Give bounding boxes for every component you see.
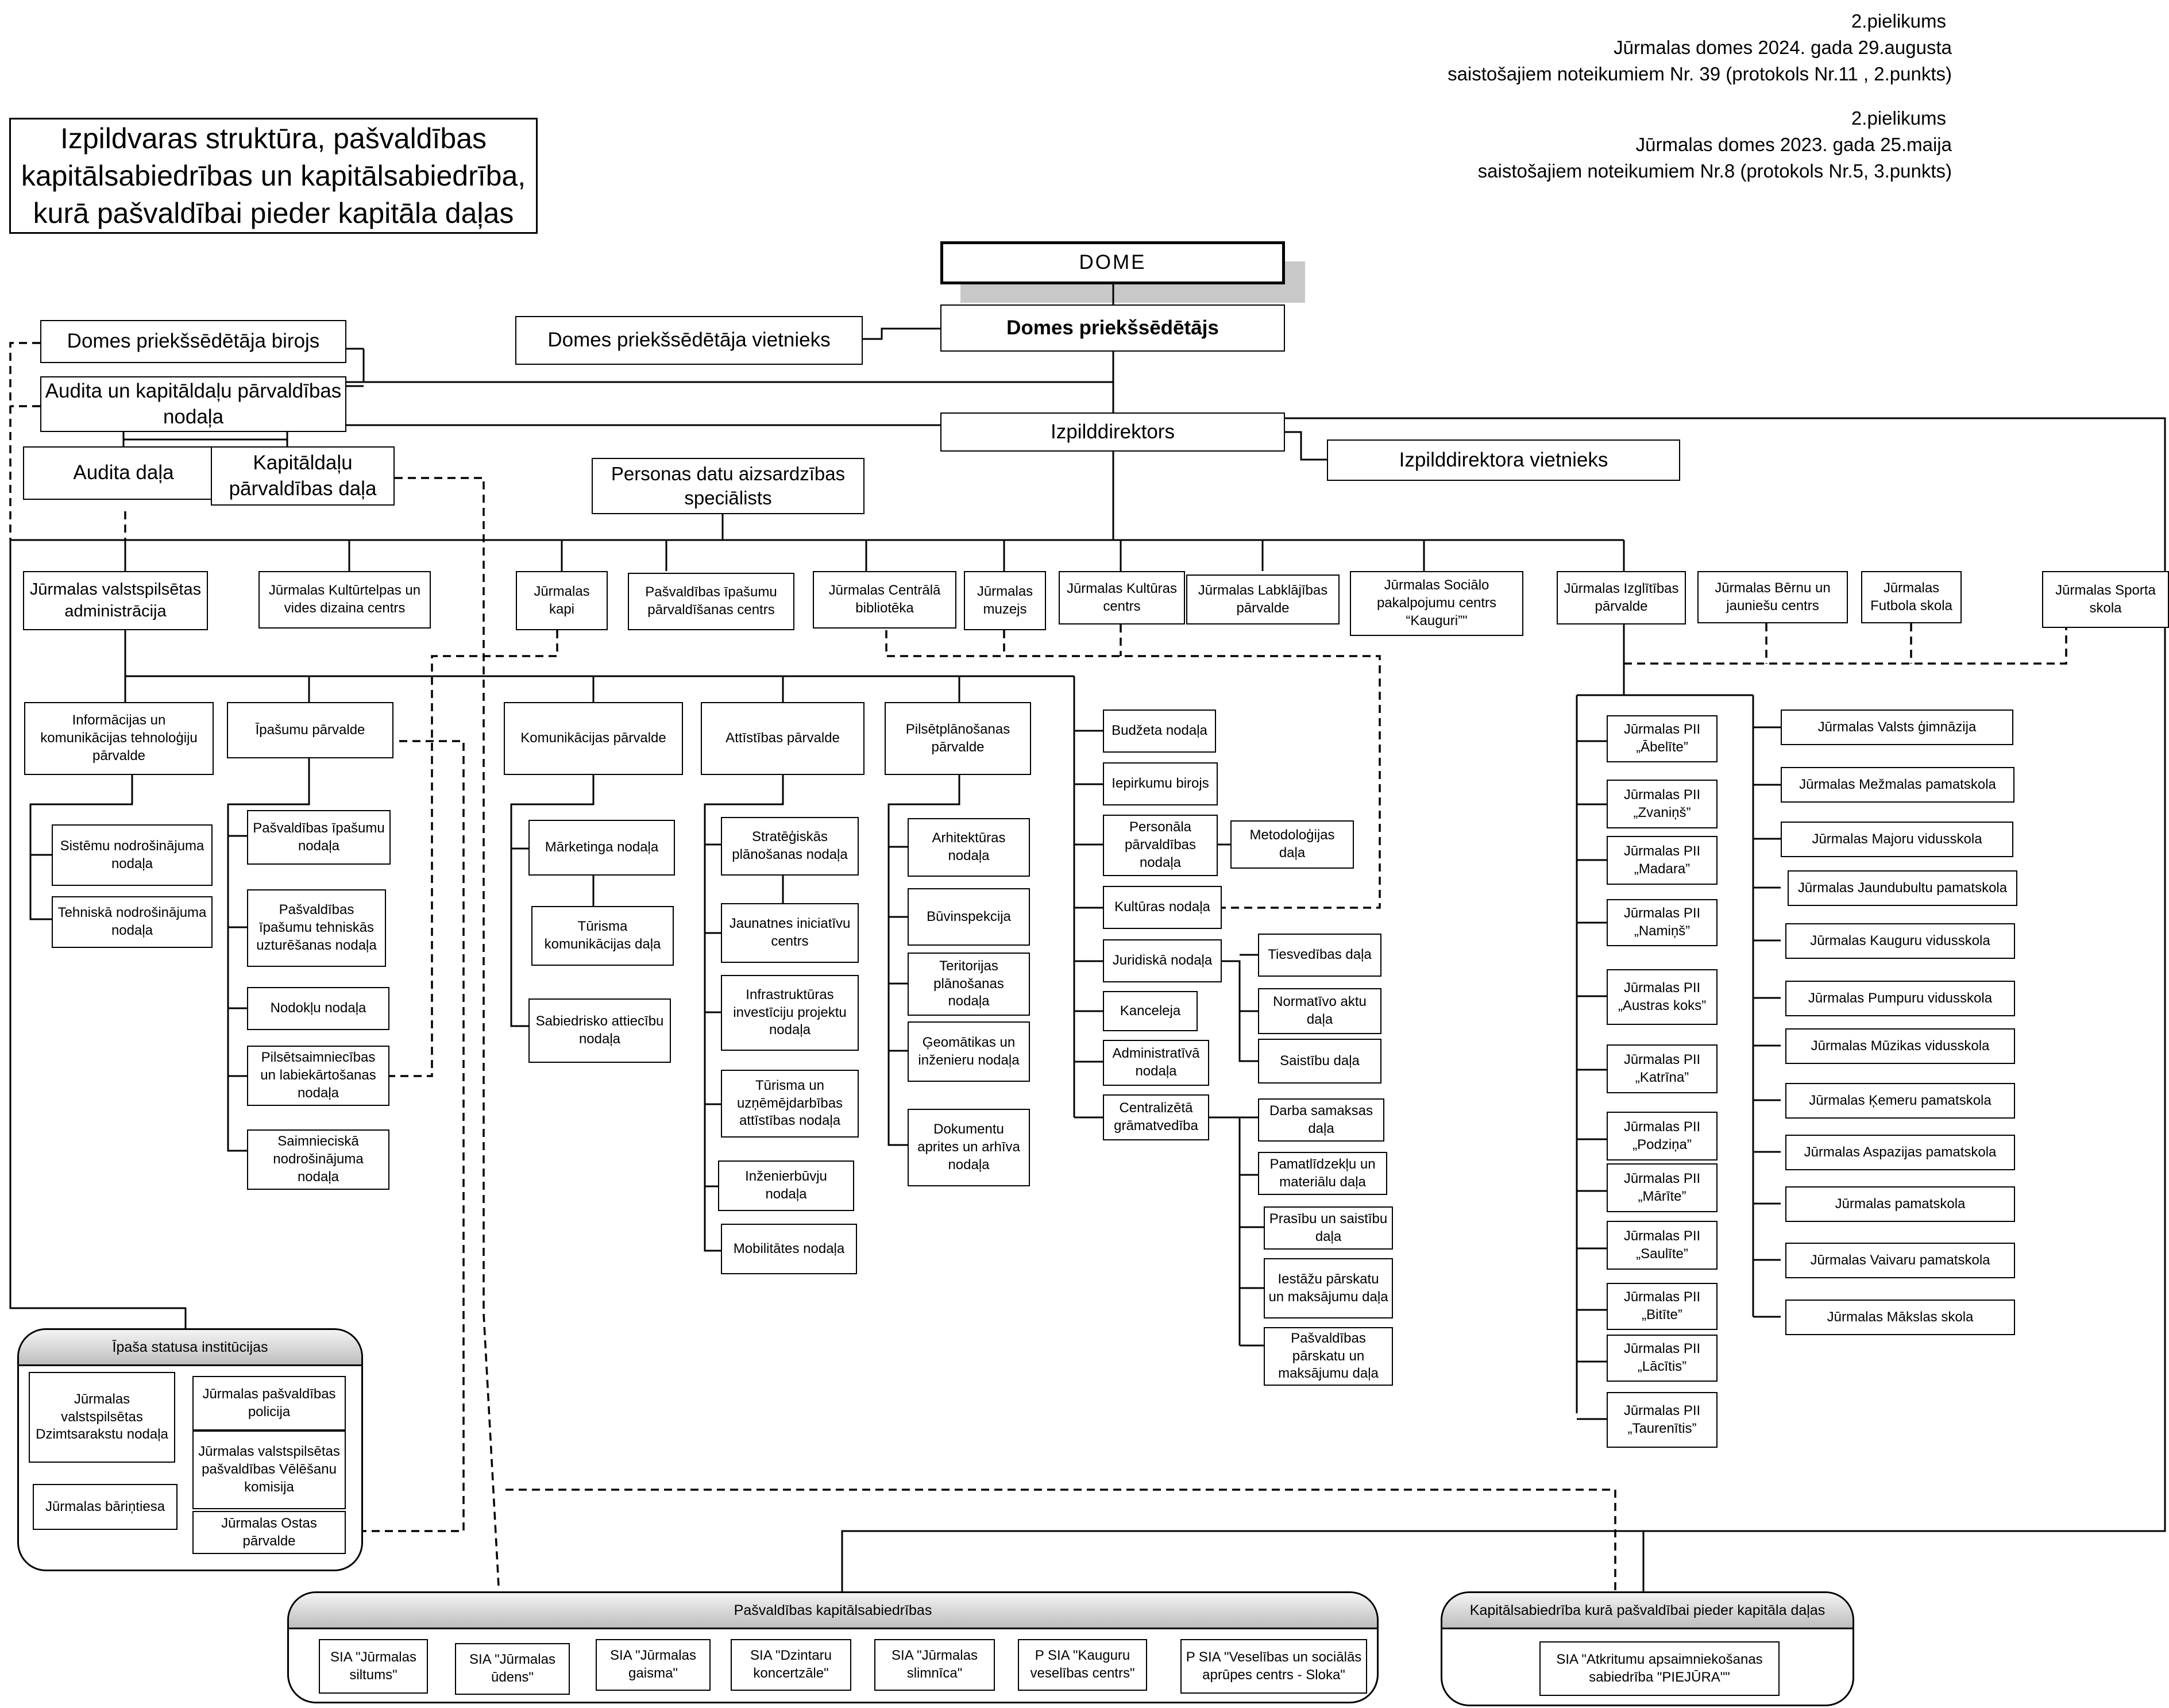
preschool-box: Jūrmalas PII „Mārīte” (1607, 1163, 1718, 1212)
cemetery-box: Jūrmalas kapi (516, 571, 608, 630)
school-box: Jūrmalas Mākslas skola (1785, 1300, 2015, 1335)
museum-box: Jūrmalas muzejs (964, 571, 1046, 630)
tax-box: Nodokļu nodaļa (247, 987, 389, 1030)
school-box: Jūrmalas Jaundubultu pamatskola (1788, 870, 2017, 906)
company-box: SIA "Jūrmalas siltums" (319, 1639, 428, 1694)
tourism-business-box: Tūrisma un uzņēmējdarbības attīstības nodaļa (721, 1070, 859, 1138)
vice-chair-box: Domes priekšsēdētāja vietnieks (515, 316, 863, 365)
marketing-box: Mārketinga nodaļa (528, 820, 675, 876)
public-relations-box: Sabiedrisko attiecību nodaļa (528, 998, 671, 1063)
school-box: Jūrmalas Aspazijas pamatskola (1785, 1135, 2015, 1170)
normative-box: Normatīvo aktu daļa (1258, 988, 1381, 1034)
city-mgmt-box: Pilsētsaimniecības un labiekārtošanas nodaļa (247, 1046, 389, 1106)
pp-property-box: Pašvaldības īpašumu nodaļa (247, 810, 391, 865)
school-box: Jūrmalas Kauguru vidusskola (1785, 923, 2015, 959)
note-line: Jūrmalas domes 2024. gada 29.augusta (1614, 37, 1952, 59)
pp-tech-box: Pašvaldības īpašumu tehniskās uzturēšanas nodaļa (247, 889, 386, 967)
company-box: P SIA "Veselības un sociālās aprūpes centrs - Sloka" (1180, 1639, 1367, 1694)
audit-management-box: Audita un kapitāldaļu pārvaldības nodaļa (40, 376, 346, 432)
methodology-box: Metodoloģijas daļa (1230, 820, 1354, 869)
youth-center-box: Jūrmalas Bērnu un jauniešu centrs (1697, 571, 1848, 623)
claims-box: Prasību un saistību daļa (1264, 1206, 1393, 1250)
chair-office-box: Domes priekšsēdētāja birojs (40, 320, 346, 363)
orphan-court-box: Jūrmalas bāriņtiesa (33, 1484, 177, 1530)
personnel-box: Personāla pārvaldības nodaļa (1103, 815, 1218, 876)
culture-center-box: Jūrmalas Kultūras centrs (1059, 571, 1185, 624)
infrastructure-box: Infrastruktūras investīciju projektu nodaļa (721, 975, 859, 1051)
admin-box: Jūrmalas valstspilsētas administrācija (23, 571, 208, 630)
architecture-box: Arhitektūras nodaļa (908, 818, 1030, 877)
accounting-box: Centralizētā grāmatvedība (1103, 1094, 1209, 1140)
court-box: Tiesvedības daļa (1258, 934, 1381, 977)
school-box: Jūrmalas Valsts ģimnāzija (1781, 710, 2013, 745)
administrative-box: Administratīvā nodaļa (1103, 1040, 1209, 1086)
appendix-note-2023 (1478, 105, 1952, 185)
note-line: saistošajiem noteikumiem Nr. 39 (protokols Nr.11 , 2.punkts) (1448, 63, 1952, 85)
culture-spaces-box: Jūrmalas Kultūrtelpas un vides dizaina centrs (258, 571, 431, 629)
capital-box: Kapitāldaļu pārvaldības daļa (211, 446, 395, 506)
chair-box: Domes priekšsēdētājs (940, 304, 1285, 352)
school-box: Jūrmalas Vaivaru pamatskola (1785, 1243, 2015, 1278)
preschool-box: Jūrmalas PII „Namiņš” (1607, 899, 1718, 946)
director-box: Izpilddirektors (940, 412, 1285, 452)
company-box: SIA "Dzintaru koncertzāle" (731, 1639, 851, 1691)
data-protection-box: Personas datu aizsardzības speciālists (592, 458, 864, 514)
property-dept-box: Īpašumu pārvalde (227, 702, 393, 758)
legal-box: Juridiskā nodaļa (1103, 939, 1222, 982)
preschool-box: Jūrmalas PII „Bitīte” (1607, 1283, 1718, 1330)
development-box: Attīstības pārvalde (701, 702, 864, 775)
maintenance-box: Saimnieciskā nodrošinājuma nodaļa (247, 1129, 389, 1190)
youth-initiative-box: Jaunatnes iniciatīvu centrs (721, 903, 859, 963)
chancellery-box: Kanceleja (1103, 991, 1198, 1031)
school-box: Jūrmalas Ķemeru pamatskola (1785, 1083, 2015, 1119)
note-line: Jūrmalas domes 2023. gada 25.maija (1635, 134, 1952, 156)
company-box: SIA "Jūrmalas gaisma" (596, 1639, 711, 1691)
strategic-box: Stratēģiskās plānošanas nodaļa (721, 817, 859, 876)
preschool-box: Jūrmalas PII „Saulīte” (1607, 1221, 1718, 1270)
company-box: SIA "Jūrmalas ūdens" (455, 1643, 570, 1695)
library-box: Jūrmalas Centrālā bibliotēka (813, 571, 956, 629)
note-line: saistošajiem noteikumiem Nr.8 (protokols Nr.5, 3.punkts) (1477, 160, 1952, 182)
budget-box: Budžeta nodaļa (1103, 710, 1216, 753)
preschool-box: Jūrmalas PII „Zvaniņš” (1607, 780, 1718, 828)
preschool-box: Jūrmalas PII „Ābelīte” (1607, 715, 1718, 762)
company-box: P SIA "Kauguru veselības centrs" (1018, 1639, 1147, 1691)
appendix-note-2024 (1448, 8, 1952, 88)
director-deputy-box: Izpilddirektora vietnieks (1327, 439, 1680, 481)
fixed-assets-box: Pamatlīdzekļu un materiālu daļa (1258, 1152, 1387, 1195)
geomatics-box: Ģeomātikas un inženieru nodaļa (908, 1021, 1030, 1082)
note-line: 2.pielikums (1851, 10, 1946, 32)
payroll-box: Darba samaksas daļa (1258, 1098, 1384, 1142)
special-status-title: Īpaša statusa institūcijas (19, 1330, 361, 1366)
property-center-box: Pašvaldības īpašumu pārvaldīšanas centrs (628, 573, 794, 630)
school-box: Jūrmalas Mūzikas vidusskola (1785, 1028, 2015, 1064)
port-box: Jūrmalas Ostas pārvalde (192, 1511, 346, 1554)
school-box: Jūrmalas Mežmalas pamatskola (1781, 767, 2014, 803)
obligations-box: Saistību daļa (1258, 1039, 1381, 1084)
preschool-box: Jūrmalas PII „Madara” (1607, 836, 1718, 885)
school-box: Jūrmalas Pumpuru vidusskola (1785, 981, 2015, 1016)
note-line: 2.pielikums (1851, 107, 1946, 129)
preschool-box: Jūrmalas PII „Podziņa” (1607, 1112, 1718, 1160)
systems-box: Sistēmu nodrošinājuma nodaļa (52, 824, 213, 886)
tourism-comm-box: Tūrisma komunikācijas daļa (531, 906, 674, 966)
registry-box: Jūrmalas valstspilsētas Dzimtsarakstu nodaļa (29, 1372, 175, 1463)
education-box: Jūrmalas Izglītības pārvalde (1557, 571, 1686, 624)
preschool-box: Jūrmalas PII „Austras koks” (1607, 969, 1718, 1025)
piejura-box: SIA "Atkritumu apsaimniekošanas sabiedrība "PIEJŪRA"" (1539, 1641, 1780, 1696)
ict-box: Informācijas un komunikācijas tehnoloģiju pārvalde (24, 702, 214, 775)
company-box: SIA "Jūrmalas slimnīca" (874, 1639, 995, 1691)
school-box: Jūrmalas pamatskola (1785, 1186, 2015, 1222)
welfare-box: Jūrmalas Labklājības pārvalde (1186, 575, 1340, 624)
sport-school-box: Jūrmalas Sporta skola (2042, 571, 2169, 628)
municipal-reports-box: Pašvaldības pārskatu un maksājumu daļa (1264, 1327, 1393, 1386)
procurement-box: Iepirkumu birojs (1103, 762, 1218, 805)
preschool-box: Jūrmalas PII „Lācītis” (1607, 1335, 1718, 1382)
preschool-box: Jūrmalas PII „Taurenītis” (1607, 1392, 1718, 1448)
mobility-box: Mobilitātes nodaļa (721, 1224, 857, 1274)
dome-box: DOME (940, 241, 1285, 284)
urban-planning-box: Pilsētplānošanas pārvalde (885, 702, 1031, 775)
territory-box: Teritorijas plānošanas nodaļa (908, 953, 1030, 1016)
culture-dept-box: Kultūras nodaļa (1103, 886, 1222, 929)
police-box: Jūrmalas pašvaldības policija (192, 1376, 346, 1431)
audit-box: Audita daļa (23, 446, 224, 500)
institution-reports-box: Iestāžu pārskatu un maksājumu daļa (1264, 1258, 1393, 1318)
tech-box: Tehniskā nodrošinājuma nodaļa (52, 896, 213, 948)
preschool-box: Jūrmalas PII „Katrīna” (1607, 1044, 1718, 1093)
football-school-box: Jūrmalas Futbola skola (1861, 571, 1962, 623)
chart-title: Izpildvaras struktūra, pašvaldības kapitālsabiedrības un kapitālsabiedrība, kurā pašvaldībai pieder kapitāla daļas (9, 118, 538, 234)
social-center-box: Jūrmalas Sociālo pakalpojumu centrs “Kauguri”" (1350, 571, 1523, 636)
communication-box: Komunikācijas pārvalde (504, 702, 683, 775)
companies-title: Pašvaldības kapitālsabiedrības (289, 1593, 1377, 1629)
partial-ownership-title: Kapitālsabiedrība kurā pašvaldībai pieder kapitāla daļas (1442, 1593, 1852, 1629)
documents-box: Dokumentu aprites un arhīva nodaļa (908, 1109, 1030, 1186)
building-inspection-box: Būvinspekcija (908, 888, 1030, 946)
engineering-box: Inženierbūvju nodaļa (718, 1160, 854, 1211)
election-box: Jūrmalas valstspilsētas pašvaldības Vēlēšanu komisija (192, 1431, 346, 1509)
school-box: Jūrmalas Majoru vidusskola (1781, 822, 2013, 857)
